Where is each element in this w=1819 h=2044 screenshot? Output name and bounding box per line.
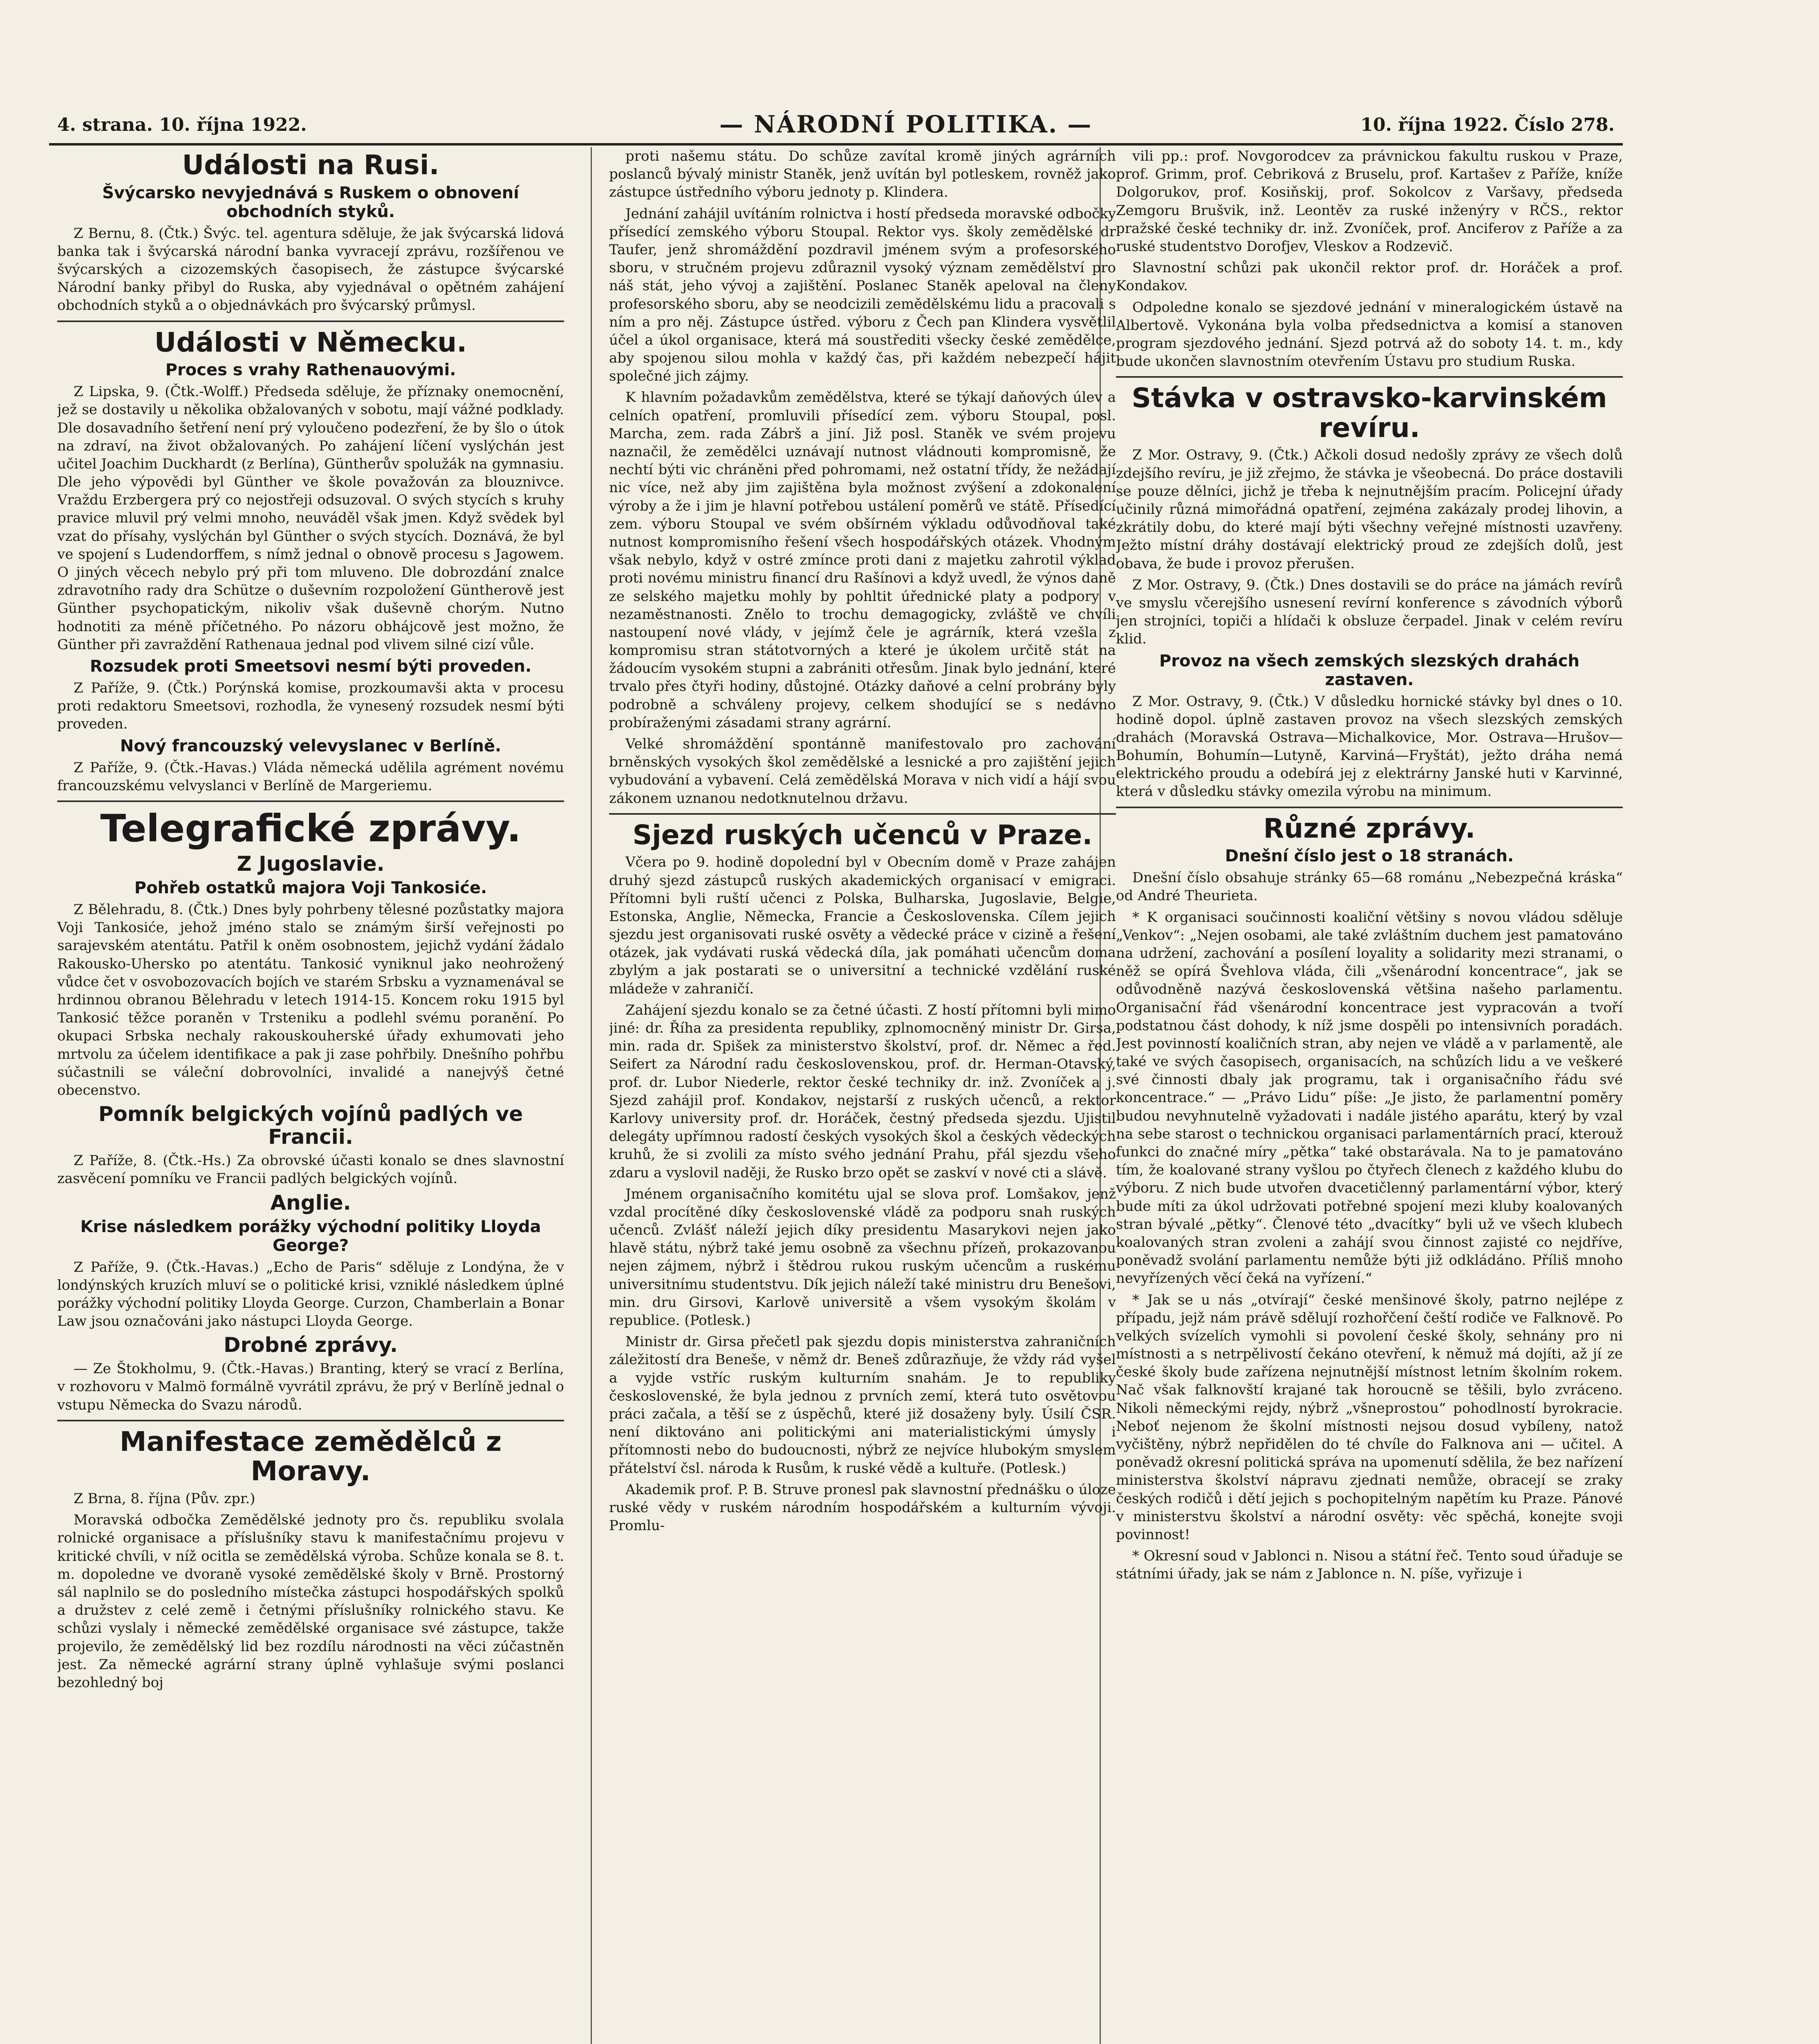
article-text: — Ze Štokholmu, 9. (Čtk.-Havas.) Branting, který se vrací z Berlína, v rozhovoru v Malmö formálně vyvrátil zprávu, že prý v Berlíně jednal o vstupu Německa do Svazu národů. (57, 1360, 564, 1413)
article-text: Odpoledne konalo se sjezdové jednání v mineralogickém ústavě na Albertově. Vykonána byla volba předsednictva a komisí a stanoven program sjezdového jednání. Sjezd potrvá až do soboty 14. t. m., kdy bude ukončen slavnostním otevřením Ústavu pro studium Ruska. (1116, 299, 1623, 370)
article-text: Z Mor. Ostravy, 9. (Čtk.) Dnes dostavili se do práce na jámách revírů ve smyslu včerejšího usnesení revírní konference s závodních výborů jen strojníci, topiči a hlídači k obsluze čerpadel. Jinak v celém revíru klid. (1116, 576, 1623, 648)
article-headline: Rozsudek proti Smeetsovi nesmí býti proveden. (90, 657, 532, 676)
article-headline: Švýcarsko nevyjednává s Ruskem o obnovení obchodních styků. (102, 183, 519, 221)
article-headline: Drobné zprávy. (223, 1333, 398, 1357)
article-text: Z Mor. Ostravy, 9. (Čtk.) V důsledku hornické stávky byl dnes o 10. hodině dopol. úplně zastaven provoz na všech slezských zemských drahách (Moravská Ostrava—Michalkovice, Mor. Ostrava—Hrušov—Bohumín, Bohumín—Lutyně, Karviná—Fryštát), ježto dráha nemá elektrického proudu a odebírá jej z elektrárny Janské huti v Karvinné, která v důsledku stávky omezila výrobu na minimum. (1116, 693, 1623, 800)
article-text: vili pp.: prof. Novgorodcev za právnickou fakultu ruskou v Praze, prof. Grimm, prof. Cebriková z Bruselu, prof. Kartašev z Paříže, kníže Dolgorukov, prof. Kosiňskij, prof. Sokolcov z Varšavy, předseda Zemgoru Brušvik, inž. Leontěv za ruské inženýry v RČS., rektor pražské české techniky dr. inž. Zvoníček, prof. Anciferov z Paříže a za ruské studentstvo Dorofjev, Vleskov a Rodzevič. (1116, 148, 1623, 255)
article-headline: Anglie. (270, 1190, 351, 1215)
article-text: Zahájení sjezdu konalo se za četné účasti. Z hostí přítomni byli mimo jiné: dr. Říha za presidenta republiky, zplnomocněný ministr Dr. Girsa, min. rada dr. Spišek za ministerstvo školství, prof. dr. Němec a řed. Seifert za Národní radu československou, prof. dr. Herman-Otavský, prof. dr. Lubor Niederle, rektor české techniky dr. inž. Zvoníček a j. Sjezd zahájil prof. Kondakov, nejstarší z ruských učenců, a rektor Karlovy university prof. dr. Horáček, čestný předseda sjezdu. Ujistil delegáty upřímnou radostí českých vysokých škol a českých vědeckých kruhů, že si zvolili za místo svého jednání Prahu, přál sjezdu všeho zdaru a vyslovil naději, že Rusko brzo opět se zaskví v nové cti a slávě. (609, 1002, 1116, 1181)
article-subheadline: Pohřeb ostatků majora Voji Tankosiće. (134, 879, 487, 898)
article-text: K hlavním požadavkům zemědělstva, které se týkají daňových úlev a celních opatření, promluvili přísedící zem. výboru Stoupal, posl. Marcha, zem. rada Zábrš a jiní. Již posl. Staněk ve svém projevu naznačil, že zemědělci uznávají nutnost vládnouti kompromisně, že nechtí býti vic chráněni před pohromami, než ostatní třídy, že nežádají nic více, než aby jim zajištěna byla možnost zvýšení a zdokonalení výroby a že i jim je hlavní potřebou ustálení poměrů ve státě. Přísedící zem. výboru Stoupal ve svém obšírném výkladu odůvodňoval také nutnost kompromisního řešení všech hospodářských otázek. Vhodným však nebylo, když v ostré zmínce proti dani z majetku zahrotil výklad proti novému ministru financí dru Rašínovi a když uvedl, že výnos daně ze selského majetku mohly by pohltit úřednické platy a podpory v nezaměstnanosti. Znělo to trochu demagogicky, zvláště ve chvíli nastoupení nové vlády, v jejímž čele je agrárník, která vzešla z kompromisu stran státotvorných a které je úkolem určitě stát na žádoucím vysokém stupni a zabrániti otřesům. Jinak bylo jednání, které trvalo přes čtyři hodiny, důstojné. Otázky daňové a celní probrány byly podrobně a schváleny projevy, celkem shodující se s nedávno probíraženými zásadami strany agrární. (609, 389, 1116, 731)
article-text: Z Paříže, 9. (Čtk.-Havas.) „Echo de Paris“ sděluje z Londýna, že v londýnských kruzích mluví se o politické krisi, vzniklé následkem úplné porážky východní politiky Lloyda George. Curzon, Chamberlain a Bonar Law jsou označováni jako nástupci Lloyda George. (57, 1259, 564, 1330)
article-subheadline: Krise následkem porážky východní politiky Lloyda George? (80, 1217, 541, 1255)
article-text: Akademik prof. P. B. Struve pronesl pak slavnostní přednášku o úloze ruské vědy v ruském národním hospodářském a kulturním vývoji. Promlu- (609, 1481, 1116, 1534)
divider (609, 813, 1116, 815)
article-text: Z Paříže, 9. (Čtk.-Havas.) Vláda německá udělila agrément novému francouzskému velvyslanci v Berlíně de Margeriemu. (57, 759, 564, 794)
article-headline-stavka: Stávka v ostravsko-karvinském revíru. (1131, 382, 1607, 444)
divider (1116, 376, 1623, 378)
column-divider (591, 147, 592, 2044)
article-text: Včera po 9. hodině dopolední byl v Obecním domě v Praze zahájen druhý sjezd zástupců ruských akademických organisací v emigraci. Přítomni byli ruští učenci z Polska, Bulharska, Jugoslavie, Belgie, Estonska, Anglie, Německa, Francie a Československa. Cílem jejich sjezdu jest organisovati ruské osvěty a vědecké práce v cizině a řešení otázek, jak vydávati ruská vědecká díla, jak pomáhati učencům doma zbylým a jak postarati se o universitní a technické vzdělání ruské mládeže v zahraničí. (609, 854, 1116, 997)
article-text: Z Paříže, 9. (Čtk.) Porýnská komise, prozkoumavši akta v procesu proti redaktoru Smeetsovi, rozhodla, že vynesený rozsudek nesmí býti proveden. (57, 679, 564, 733)
article-text: Z Bernu, 8. (Čtk.) Švýc. tel. agentura sděluje, že jak švýcarská lidová banka tak i švýcarská národní banka vyvracejí zprávu, rozšířenou ve švýcarských a cizozemských časopisech, že zástupce švýcarské Národní banky přibyl do Ruska, aby vyjednával o opětném zahájení obchodních styků a o objednávkách pro švýcarský průmysl. (57, 225, 564, 314)
article-subheadline: Dnešní číslo jest o 18 stranách. (1225, 847, 1514, 866)
article-text: Slavnostní schůzi pak ukončil rektor prof. dr. Horáček a prof. Kondakov. (1116, 260, 1623, 294)
article-text: Jednání zahájil uvítáním rolnictva i hostí předseda moravské odbočky přísedící zemského výboru Stoupal. Rektor vys. školy zemědělské dr Taufer, jenž shromáždění pozdravil jménem svým a profesorského sboru, v stručném projevu zdůraznil vysoký význam zemědělství pro náš stát, jeho vývoj a zajištění. Poslanec Staněk apeloval na členy profesorského sboru, aby se neodcizili zemědělskému lidu a pracovali s ním a pro něj. Zástupce ústřed. výboru z Čech pan Klindera vysvětlil účel a úkol organisace, která má soustřediti všecky české zemědělce, aby spojenou silou mohla v každý čas, při každém nebezpečí hájit společné jich zájmy. (609, 205, 1116, 385)
article-text: Moravská odbočka Zemědělské jednoty pro čs. republiku svolala rolnické organisace a příslušníky stavu k manifestačnímu projevu v kritické chvíli, v níž ocitla se zemědělská výroba. Schůze konala se 8. t. m. dopoledne ve dvoraně vysoké zemědělské školy v Brně. Prostorný sál naplnilo se do posledního místečka zástupci hospodářských spolků a družstev z celé země i četnými příslušníky rolnického stavu. Ke schůzi vyslaly i německé zemědělské organisace své zástupce, takže projevilo, že zemědělský lid bez rozdílu národnosti na věci zúčastněn jest. Za německé agrární strany úplně vyhlašuje svými poslanci bezohledný boj (57, 1512, 564, 1691)
page-number-date: 4. strana. 10. října 1922. (57, 114, 307, 135)
article-headline: Proces s vrahy Rathenauovými. (165, 361, 456, 380)
dateline: Z Brna, 8. října (Pův. zpr.) (74, 1490, 255, 1507)
article-text: * K organisaci součinnosti koaliční většiny s novou vládou sděluje „Venkov“: „Nejen osobami, ale také zvláštním duchem jest pamatováno na udržení, zachování a posílení loyality a solidarity mezi stranami, o něž se opírá Švehlova vláda, čili „všenárodní koncentrace“, jak se odůvodněně nazývá československá většina našeho parlamentu. Organisační řád všenárodní koncentrace jest vypracován a tvoří podstatnou část dohody, k níž jsme dospěli po intensivních poradách. Jest povinností koaličních stran, aby nejen ve vládě a v parlamentě, ale také ve svých časopisech, organisacích, na schůzích lidu a ve veškeré své činnosti dbaly jak programu, tak i organisačního řádu své koncentrace.“ — „Právo Lidu“ píše: „Je jisto, že parlamentní poměry budou nevyhnutelně vyžadovati i nadále jistého aparátu, který by vzal na sebe starost o technickou organisaci parlamentárních prací, kterouž funkci do značné míry „pětka“ také obstarávala. Na to je pamatováno tím, že koalované strany vyšlou po čtyřech členech z každého klubu do výboru. Z nich bude utvořen dvacetičlenný parlamentární výbor, který bude míti za úkol udržovati potřebné spojení mezi kluby koalovaných stran bývalé „pětky“. Členové této „dvacítky“ byli už ve všech klubech koalovaných stran zvoleni a zahájí svou činnost zajisté co nejdříve, poněvadž svolání parlamentu nemůže býti již odkládáno. Příliš mnoho nevyřízených věcí čeká na vyřízení.“ (1116, 909, 1623, 1287)
article-headline: Z Jugoslavie. (237, 852, 385, 876)
article-text: * Okresní soud v Jablonci n. Nisou a státní řeč. Tento soud úřaduje se státními úřady, jak se nám z Jablonce n. N. píše, vyřizuje i (1116, 1548, 1623, 1582)
masthead: — NÁRODNÍ POLITIKA. — (719, 110, 1093, 138)
page-header (49, 102, 1623, 146)
article-text: * Jak se u nás „otvírají“ české menšinové školy, patrno nejlépe z případu, jejž nám právě sdělují rozhořčení čeští rodiče ve Falknově. Po velkých svízelích vymohli si povolení české školy, sehnány pro ni místnosti a s netrpělivostí čekáno otevření, k němuž má dojíti, až jí ze české školy bude zařízena nejnutnější místnost letním školním rokem. Nač však falknovští krajané tak horoucně se těšili, bylo zvráceno. Nikoli německými rejdy, nýbrž „všneprostou“ pohodlností byrokracie. Neboť nejenom že školní místnosti nejsou dosud vybíleny, natož vyčištěny, nýbrž nepřidělen do té chvíle do Falknova ani — učitel. A poněvadž okresní politická správa na upomenutí sdělila, že bez nařízení ministerstva školství nápravu zjednati nemůže, obracejí se zraky českých rodičů i dětí jejich s pochopitelným napětím ku Praze. Pánové v ministerstvu školství a národní osvěty: věc spěchá, konejte svoji povinnost! (1116, 1291, 1623, 1543)
divider (57, 320, 564, 322)
article-headline: Pomník belgických vojínů padlých ve Francii. (98, 1102, 523, 1149)
column-3 (1116, 147, 1623, 2044)
issue-date-number: 10. října 1922. Číslo 278. (1360, 114, 1615, 135)
article-text: Z Paříže, 8. (Čtk.-Hs.) Za obrovské účasti konalo se dnes slavnostní zasvěcení pomníku ve Francii padlých belgických vojínů. (57, 1152, 564, 1187)
article-headline-manifestace: Manifestace zemědělců z Moravy. (119, 1425, 502, 1487)
section-title-nemecko: Události v Německu. (154, 326, 467, 358)
column-1 (57, 147, 564, 2044)
article-text: Z Bělehradu, 8. (Čtk.) Dnes byly pohrbeny tělesné pozůstatky majora Voji Tankosiće, jehož jméno stalo se známým širší veřejnosti po sarajevském atentátu. Patřil k oněm osobnostem, jejichž vydání žádalo Rakousko-Uhersko po atentátu. Tankosić vyniknul jako neohrožený vůdce čet v osvobozovacích bojích ve starém Srbsku a vyznamenával se hrdinnou obranou Bělehradu v letech 1914-15. Koncem roku 1915 byl Tankosić těžce poraněn v Trsteniku a podlehl svému poranění. Po okupaci Srbska nechaly rakouskouherské úřady exhumovati jeho mrtvolu za účelem identifikace a pak ji zase pohřbily. Dnešního pohřbu súčastnili se váleční dobrovolníci, invalidé a nanejvýš četné obecenstvo. (57, 901, 564, 1098)
article-text: Dnešní číslo obsahuje stránky 65—68 románu „Nebezpečná kráska“ od André Theurieta. (1116, 870, 1623, 904)
article-headline-sjezd: Sjezd ruských učenců v Praze. (632, 819, 1093, 851)
article-text: Ministr dr. Girsa přečetl pak sjezdu dopis ministerstva zahraničních záležitostí dra Beneše, v němž dr. Beneš zdůrazňuje, že vždy rád vyšel a vyjde vstříc ruským kulturním snahám. Je to republiky československé, že byla jednou z prvních zemí, která tuto osvětovou práci začala, a těší se z úspěchů, které již dosaženy byly. Úsilí ČSR. není diktováno ani politickými ani materialistickými úmysly i přítomnosti nebo do budoucnosti, nýbrž ze nejvíce hlubokým smyslem přátelství čsl. národa k Rusům, k ruské vědě a kultuře. (Potlesk.) (609, 1334, 1116, 1477)
article-headline: Provoz na všech zemských slezských drahách zastaven. (1159, 651, 1580, 689)
article-text: Z Mor. Ostravy, 9. (Čtk.) Ačkoli dosud nedošly zprávy ze všech dolů zdejšího revíru, je již zřejmo, že stávka je všeobecná. Do práce dostavili se pouze dělníci, jichž je třeba k nejnutnějším pracím. Policejní úřady učinily různá mimořádná opatření, zejména zakázaly prodej lihovin, a zkrátily dobu, do které mají býti všechny veřejné místnosti uzavřeny. Ježto místní dráhy dostávají elektrický proud ze zdejších dolů, jest obava, že bude i provoz přerušen. (1116, 447, 1623, 572)
article-text: Velké shromáždění spontánně manifestovalo pro zachování brněnských vysokých škol zemědělské a lesnické a pro zajištění jejich vybudování a vybavení. Celá zemědělská Morava v nich vidí a hájí svou zákonem uznanou nedotknutelnou državu. (609, 736, 1116, 807)
article-headline: Nový francouzský velevyslanec v Berlíně. (120, 736, 502, 755)
column-2 (609, 147, 1116, 2044)
section-title-rusi: Události na Rusi. (182, 149, 439, 181)
article-text: proti našemu státu. Do schůze zavítal kromě jiných agrárních poslanců bývalý ministr Staněk, jenž uvítán byl potleskem, rovněž jako zástupce ústředního výboru jednoty p. Klindera. (609, 148, 1116, 201)
section-title-telegraficke: Telegrafické zprávy. (100, 806, 521, 850)
divider (57, 800, 564, 802)
article-text: Z Lipska, 9. (Čtk.-Wolff.) Předseda sděluje, že příznaky onemocnění, jež se dostavily u několika obžalovaných v sobotu, mají vážné podklady. Dle dosavadního šetření není prý vyloučeno podezření, že by šlo o útok na zdraví, na život obžalovaných. Po zahájení líčení vyslýchán jest učitel Joachim Duckhardt (z Berlína), Güntherův spolužák na gymnasiu. Dle jeho výpovědi byl Günther ve škole považován za blouznivce. Vraždu Erzbergera prý co nejostřeji odsuzoval. O svých stycích s kruhy pravice mluvil prý velmi mnoho, neuváděl však jmen. Když svědek byl vzat do přísahy, vyslýchán byl Günther o svých stycích. Doznává, že byl ve spojení s Ludendorffem, s nímž jednal o obnově procesu s Jagowem. O jiných věcech nebylo prý při tom mluveno. Dle dobrozdání znalce zdravotního rady dra Schütze o duševním rozpoložení Güntherově jest Günther psychopatickým, nikoliv však duševně chorým. Nutno hodnotiti za méně příčetného. Po názoru obhájcově jest možno, že Günther při zavraždění Rathenaua jednal pod vlivem silné cizí vůle. (57, 383, 564, 653)
divider (1116, 807, 1623, 808)
article-text: Jménem organisačního komitétu ujal se slova prof. Lomšakov, jenž vzdal procítěné díky československé vládě za podporu snah ruských učenců. Zvlášť náleží jejich díky presidentu Masarykovi nejen jako hlavě státu, nýbrž také jemu osobně za všechnu přízeň, prokazovanou nejen zájmem, nýbrž i štědrou rukou ruským učencům a ruskému universitnímu studentstvu. Dík jejich náleží také ministru dru Benešovi, min. dru Girsovi, Karlově universitě a všem vysokým školám v republice. (Potlesk.) (609, 1186, 1116, 1329)
section-title-ruzne: Různé zprávy. (1263, 812, 1476, 844)
divider (57, 1420, 564, 1421)
